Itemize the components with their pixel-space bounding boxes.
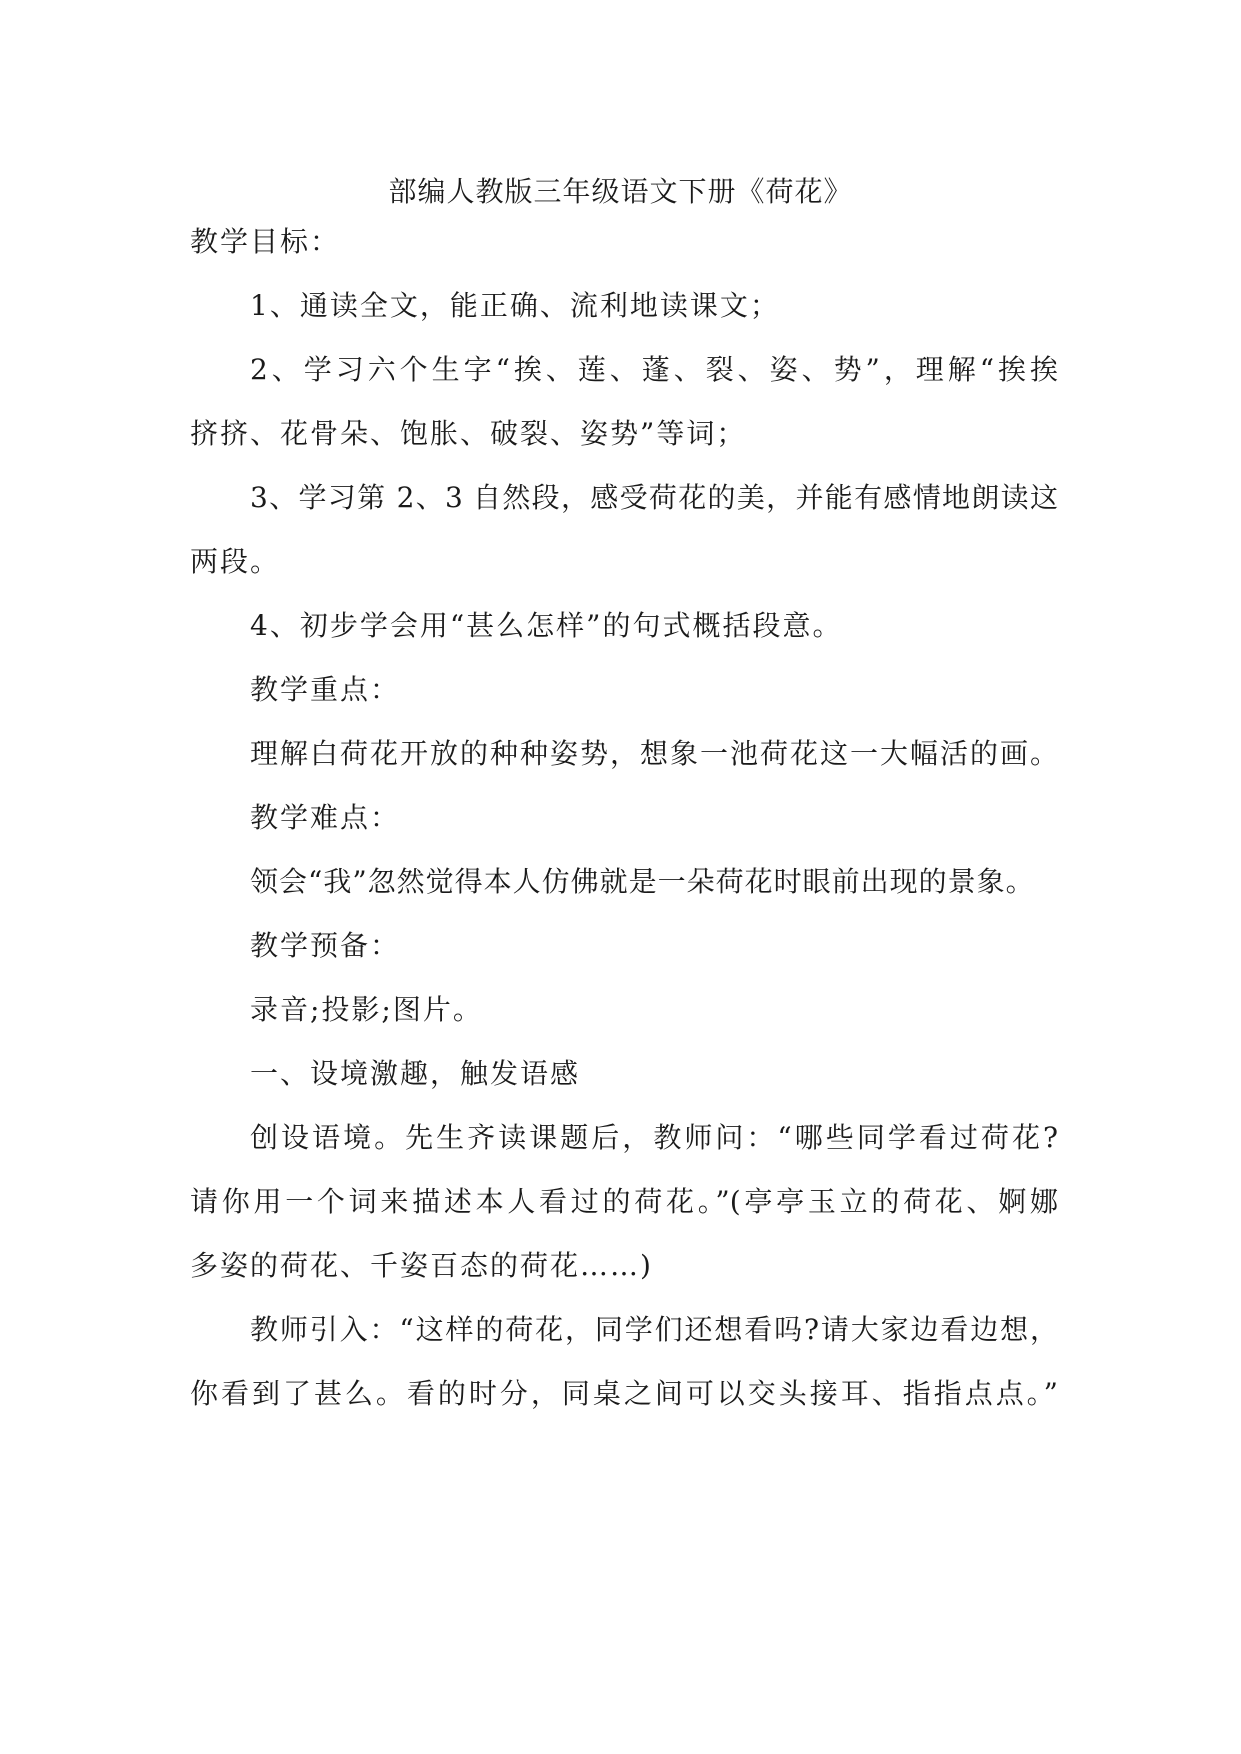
objective-3-line-2: 两段。 bbox=[190, 545, 281, 578]
paragraph-1-cont bbox=[190, 1182, 1058, 1222]
paragraph-1-line-2: 请你用一个词来描述本人看过的荷花。”(亭亭玉立的荷花、婀娜 bbox=[190, 1185, 1058, 1218]
document-title: 部编人教版三年级语文下册《荷花》 bbox=[388, 175, 853, 208]
objective-1: 1、通读全文，能正确、流利地读课文； bbox=[250, 289, 780, 322]
paragraph-2 bbox=[190, 1310, 1058, 1350]
objective-2 bbox=[190, 350, 1058, 390]
paragraph-2-cont bbox=[190, 1374, 1058, 1414]
objective-4: 4、初步学会用“甚么怎样”的句式概括段意。 bbox=[250, 609, 843, 642]
heading-objectives: 教学目标： bbox=[190, 225, 341, 258]
difficult-points-text: 领会“我”忽然觉得本人仿佛就是一朵荷花时眼前出现的景象。 bbox=[250, 865, 1035, 898]
paragraph-1-line-1: 创设语境。先生齐读课题后，教师问：“哪些同学看过荷花? bbox=[250, 1121, 1058, 1154]
heading-difficult-points: 教学难点： bbox=[250, 801, 401, 834]
heading-key-points: 教学重点： bbox=[250, 673, 401, 706]
key-points-text: 理解白荷花开放的种种姿势，想象一池荷花这一大幅活的画。 bbox=[250, 737, 1061, 770]
preparation-text: 录音;投影;图片。 bbox=[250, 993, 483, 1026]
objective-2-line-2: 挤挤、花骨朵、饱胀、破裂、姿势”等词； bbox=[190, 417, 747, 450]
paragraph-1 bbox=[190, 1118, 1058, 1158]
paragraph-1-line-3: 多姿的荷花、千姿百态的荷花……) bbox=[190, 1249, 653, 1282]
paragraph-2-line-2: 你看到了甚么。看的时分，同桌之间可以交头接耳、指指点点。” bbox=[190, 1377, 1058, 1410]
paragraph-2-line-1: 教师引入：“这样的荷花，同学们还想看吗?请大家边看边想， bbox=[250, 1313, 1058, 1346]
section-1-heading: 一、设境激趣，触发语感 bbox=[250, 1057, 581, 1090]
objective-3-line-1: 3、学习第 2、3 自然段，感受荷花的美，并能有感情地朗读这 bbox=[250, 481, 1058, 514]
heading-preparation: 教学预备： bbox=[250, 929, 401, 962]
objective-2-line-1: 2、学习六个生字“挨、莲、蓬、裂、姿、势”，理解“挨挨 bbox=[250, 353, 1058, 386]
objective-3 bbox=[190, 478, 1058, 518]
